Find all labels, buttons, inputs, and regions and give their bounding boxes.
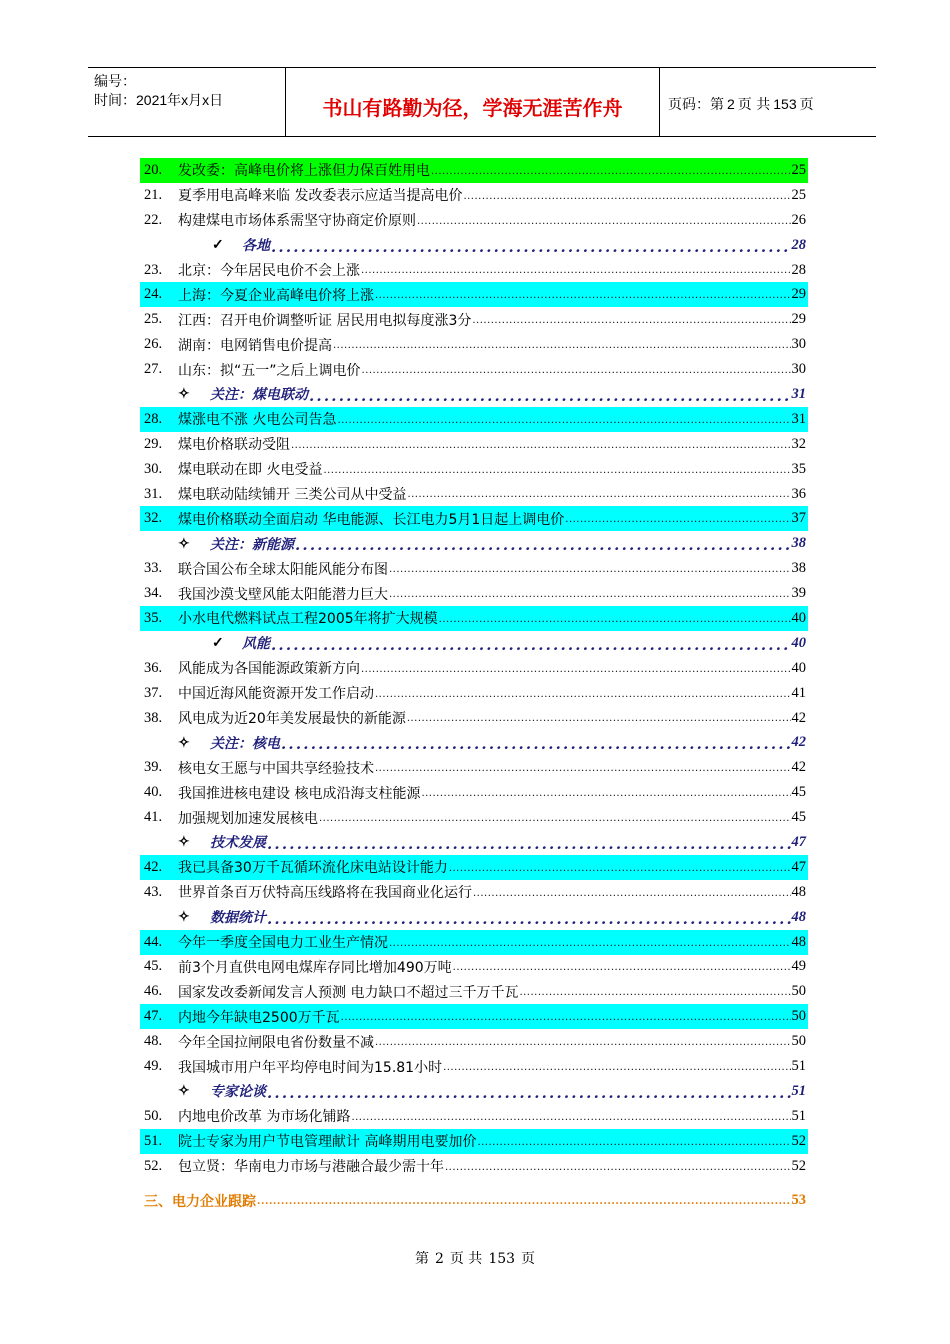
toc-entry-title: 构建煤电市场体系需坚守协商定价原则: [178, 213, 416, 230]
toc-entry-page: 29: [791, 311, 806, 328]
toc-entry-title: 前3个月直供电网电煤库存同比增加490万吨: [178, 959, 452, 976]
toc-section[interactable]: [140, 730, 808, 755]
header-motto: 书山有路勤为径，学海无涯苦作舟: [286, 68, 660, 136]
toc-section[interactable]: [140, 382, 808, 407]
toc-entry-page: 42: [791, 709, 806, 726]
checkmark-icon: ✓: [212, 635, 224, 652]
toc-entry[interactable]: [140, 955, 808, 980]
toc-section-title: 专家论谈: [210, 1084, 266, 1101]
toc-entry[interactable]: [140, 979, 808, 1004]
dot-leader: [389, 939, 791, 949]
toc-entry[interactable]: [140, 1129, 808, 1154]
toc-entry-title: 世界首条百万伏特高压线路将在我国商业化运行: [178, 885, 472, 902]
toc-section[interactable]: [140, 830, 808, 855]
dot-leader: [295, 538, 791, 552]
toc-entry-page: 42: [791, 759, 806, 776]
diamond-star-icon: ✧: [178, 386, 190, 403]
header-meta: [88, 68, 286, 136]
toc-entry-number: 46.: [144, 983, 163, 1000]
toc-section[interactable]: [140, 905, 808, 930]
toc-entry[interactable]: [140, 183, 808, 208]
dot-leader: [361, 266, 791, 276]
dot-leader: [271, 240, 791, 254]
dot-leader: [519, 988, 790, 998]
toc-entry-number: 30.: [144, 460, 163, 477]
toc-entry-number: 33.: [144, 560, 163, 577]
toc-entry-title: 风电成为近20年美发展最快的新能源: [178, 711, 406, 728]
toc-entry[interactable]: [140, 556, 808, 581]
toc-entry-number: 36.: [144, 659, 163, 676]
toc-entry-title: 国家发改委新闻发言人预测 电力缺口不超过三千万千瓦: [178, 984, 519, 1001]
dot-leader: [417, 217, 791, 227]
toc-entry-page: 51: [791, 1058, 806, 1074]
toc-entry[interactable]: [140, 1004, 808, 1029]
toc-entry-number: 26.: [144, 336, 163, 353]
toc-entry-title: 联合国公布全球太阳能风能分布图: [178, 561, 388, 578]
dot-leader: [323, 466, 790, 476]
toc-entry-page: 47: [791, 858, 806, 875]
toc-entry-page: 30: [791, 336, 806, 353]
toc-entry-number: 23.: [144, 261, 163, 278]
dot-leader: [439, 615, 791, 625]
toc-section[interactable]: [140, 233, 808, 258]
toc-entry-title: 今年全国拉闸限电省份数量不减: [178, 1034, 374, 1051]
toc-entry[interactable]: [140, 506, 808, 531]
footer-page-number: 2: [434, 1251, 444, 1267]
toc-entry-number: 40.: [144, 784, 163, 801]
toc-section[interactable]: [140, 631, 808, 656]
toc-section[interactable]: [140, 531, 808, 556]
toc-section-title: 关注：核电: [210, 735, 280, 752]
dot-leader: [407, 714, 791, 724]
toc-chapter-page: 53: [791, 1192, 806, 1209]
toc-entry-number: 20.: [144, 161, 163, 178]
dot-leader: [267, 837, 791, 851]
toc-entry-title: 小水电代燃料试点工程2005年将扩大规模: [178, 611, 438, 628]
toc-entry-title: 发改委：高峰电价将上涨但力保百姓用电: [178, 163, 430, 180]
toc-entry[interactable]: [140, 158, 808, 183]
toc-entry-title: 北京：今年居民电价不会上涨: [178, 263, 360, 279]
toc-entry[interactable]: [140, 1029, 808, 1054]
toc-entry-page: 28: [791, 261, 806, 278]
dot-leader: [445, 1163, 791, 1173]
toc-entry-title: 我已具备30万千瓦循环流化床电站设计能力: [178, 860, 448, 877]
toc-entry-title: 院士专家为用户节电管理献计 高峰期用电要加价: [178, 1134, 477, 1151]
toc-entry[interactable]: [140, 606, 808, 631]
toc-entry-number: 38.: [144, 709, 163, 726]
footer-suffix: 页: [521, 1251, 536, 1267]
toc-entry-title: 煤电联动在即 火电受益: [178, 462, 323, 479]
toc-entry-title: 内地今年缺电2500万千瓦: [178, 1009, 340, 1026]
diamond-star-icon: ✧: [178, 1083, 190, 1100]
toc-entry-title: 湖南：电网销售电价提高: [178, 337, 332, 354]
toc-entry-number: 28.: [144, 410, 163, 427]
toc-entry[interactable]: [140, 332, 808, 357]
toc-entry-page: 51: [791, 1107, 806, 1124]
footer-prefix: 第: [414, 1251, 429, 1267]
dot-leader: [291, 441, 791, 451]
toc-entry-number: 21.: [144, 186, 163, 203]
dot-leader: [477, 1138, 790, 1148]
toc-entry-number: 41.: [144, 809, 163, 826]
toc-chapter-title: 三、电力企业跟踪: [144, 1193, 256, 1210]
dot-leader: [281, 737, 791, 751]
toc-entry-number: 24.: [144, 286, 163, 303]
toc-entry-page: 48: [791, 933, 806, 950]
toc-section-title: 关注：新能源: [210, 536, 294, 553]
toc-entry-page: 52: [791, 1132, 806, 1149]
toc-entry-title: 夏季用电高峰来临 发改委表示应适当提高电价: [178, 188, 463, 205]
id-label: 编号：: [94, 73, 136, 89]
toc-entry-title: 煤涨电不涨 火电公司告急: [178, 412, 337, 429]
toc-entry-page: 50: [791, 1033, 806, 1050]
toc-entry-title: 我国推进核电建设 核电成沿海支柱能源: [178, 785, 421, 802]
toc-entry[interactable]: [140, 258, 808, 283]
toc-entry[interactable]: [140, 780, 808, 805]
diamond-star-icon: ✧: [178, 834, 190, 851]
toc-entry-page: 39: [791, 585, 806, 602]
toc-entry-page: 26: [791, 211, 806, 228]
footer-total: 153: [488, 1251, 516, 1267]
toc-entry-title: 煤电联动陆续铺开 三类公司从中受益: [178, 487, 407, 504]
toc-entry[interactable]: [140, 581, 808, 606]
toc-entry-number: 48.: [144, 1033, 163, 1050]
toc-entry-title: 我国沙漠戈壁风能太阳能潜力巨大: [178, 586, 388, 603]
dot-leader: [267, 1086, 791, 1100]
toc-entry-title: 风能成为各国能源政策新方向: [178, 661, 360, 678]
toc-section-page: 42: [791, 734, 806, 751]
dot-leader: [362, 366, 791, 376]
toc-entry-number: 37.: [144, 684, 163, 701]
toc-entry[interactable]: [140, 357, 808, 382]
page-suffix: 页: [799, 97, 814, 113]
toc-entry-number: 22.: [144, 211, 163, 228]
toc-entry[interactable]: [140, 432, 808, 457]
toc-entry-number: 35.: [144, 609, 163, 626]
toc-entry-page: 37: [791, 510, 806, 527]
dot-leader: [389, 565, 791, 575]
toc-entry-title: 加强规划加速发展核电: [178, 810, 318, 827]
toc-entry-title: 煤电价格联动全面启动 华电能源、长江电力5月1日起上调电价: [178, 511, 565, 528]
toc-entry-page: 25: [791, 161, 806, 178]
dot-leader: [267, 912, 791, 926]
dot-leader: [473, 889, 791, 899]
toc-entry-page: 38: [791, 560, 806, 577]
checkmark-icon: ✓: [212, 237, 224, 254]
dot-leader: [407, 490, 790, 500]
toc-entry-page: 35: [791, 460, 806, 477]
diamond-star-icon: ✧: [178, 535, 190, 552]
toc-section-page: 38: [791, 535, 806, 552]
toc-entry-number: 31.: [144, 485, 163, 502]
time-label: 时间：2021年x月x日: [94, 92, 224, 108]
toc-chapter[interactable]: [140, 1189, 808, 1214]
toc-section-page: 48: [791, 908, 806, 925]
toc-entry[interactable]: [140, 208, 808, 233]
toc-entry[interactable]: [140, 855, 808, 880]
dot-leader: [463, 192, 790, 202]
toc-entry-title: 核电女王愿与中国共享经验技术: [178, 760, 374, 777]
toc-entry-title: 内地电价改革 为市场化铺路: [178, 1109, 351, 1126]
toc-entry-title: 我国城市用户年平均停电时间为15.81小时: [178, 1059, 443, 1076]
dot-leader: [453, 963, 791, 973]
dot-leader: [375, 764, 791, 774]
toc-entry-number: 42.: [144, 858, 163, 875]
dot-leader: [565, 515, 790, 525]
toc-entry[interactable]: [140, 407, 808, 432]
toc-entry-page: 50: [791, 983, 806, 1000]
toc-entry-page: 32: [791, 435, 806, 452]
page-total: 153: [773, 96, 797, 112]
toc-section-page: 31: [791, 385, 806, 402]
toc-entry-number: 25.: [144, 311, 163, 328]
dot-leader: [472, 316, 790, 326]
toc-entry-number: 34.: [144, 585, 163, 602]
toc-section-title: 技术发展: [210, 835, 266, 852]
table-of-contents: [140, 158, 808, 1213]
toc-entry-page: 30: [791, 361, 806, 378]
toc-entry-number: 50.: [144, 1107, 163, 1124]
toc-entry-page: 40: [791, 659, 806, 676]
toc-entry-number: 47.: [144, 1008, 163, 1025]
dot-leader: [319, 814, 791, 824]
toc-entry-page: 31: [791, 410, 806, 427]
toc-section-title: 风能: [242, 636, 270, 653]
dot-leader: [375, 291, 791, 301]
toc-entry[interactable]: [140, 681, 808, 706]
toc-entry[interactable]: [140, 1054, 808, 1079]
dot-leader: [421, 789, 790, 799]
toc-entry[interactable]: [140, 706, 808, 731]
dot-leader: [351, 1113, 790, 1123]
dot-leader: [333, 341, 791, 351]
dot-leader: [443, 1063, 790, 1073]
toc-entry-page: 49: [791, 958, 806, 975]
toc-entry[interactable]: [140, 755, 808, 780]
footer-mid: 页 共: [449, 1251, 483, 1267]
toc-entry[interactable]: [140, 805, 808, 830]
toc-entry-number: 27.: [144, 361, 163, 378]
page-number: 2: [727, 96, 735, 112]
toc-section-page: 47: [791, 833, 806, 850]
dot-leader: [337, 416, 790, 426]
dot-leader: [375, 690, 791, 700]
toc-entry-title: 上海：今夏企业高峰电价将上涨: [178, 287, 374, 304]
toc-section-page: 28: [791, 236, 806, 253]
toc-section-title: 各地: [242, 238, 270, 255]
toc-entry-number: 52.: [144, 1157, 163, 1174]
toc-entry-page: 36: [791, 485, 806, 502]
toc-entry-page: 48: [791, 883, 806, 900]
toc-entry[interactable]: [140, 307, 808, 332]
toc-section-page: 51: [791, 1082, 806, 1099]
toc-entry-number: 43.: [144, 883, 163, 900]
toc-entry-title: 山东：拟“五一”之后上调电价: [178, 362, 361, 379]
toc-entry-number: 44.: [144, 933, 163, 950]
toc-entry-number: 49.: [144, 1058, 163, 1074]
toc-section-page: 40: [791, 634, 806, 651]
toc-entry[interactable]: [140, 656, 808, 681]
toc-entry[interactable]: [140, 282, 808, 307]
page-footer: [0, 1248, 950, 1268]
diamond-star-icon: ✧: [178, 909, 190, 926]
toc-entry[interactable]: [140, 1104, 808, 1129]
toc-entry[interactable]: [140, 1154, 808, 1179]
toc-entry[interactable]: [140, 482, 808, 507]
toc-entry-page: 29: [791, 286, 806, 303]
dot-leader: [431, 167, 791, 177]
toc-section-title: 关注：煤电联动: [210, 387, 308, 404]
toc-entry-number: 39.: [144, 759, 163, 776]
toc-section-title: 数据统计: [210, 910, 266, 927]
diamond-star-icon: ✧: [178, 734, 190, 751]
dot-leader: [449, 864, 791, 874]
toc-entry-title: 今年一季度全国电力工业生产情况: [178, 935, 388, 952]
toc-entry[interactable]: [140, 457, 808, 482]
toc-entry-title: 煤电价格联动受阻: [178, 437, 290, 454]
toc-entry[interactable]: [140, 930, 808, 955]
toc-entry-number: 29.: [144, 435, 163, 452]
toc-entry-page: 45: [791, 784, 806, 801]
dot-leader: [341, 1013, 791, 1023]
toc-section[interactable]: [140, 1079, 808, 1104]
toc-entry-page: 52: [791, 1157, 806, 1174]
toc-entry-number: 32.: [144, 510, 163, 527]
header-page-info: [660, 68, 876, 136]
toc-entry[interactable]: [140, 880, 808, 905]
toc-entry-page: 40: [791, 609, 806, 626]
toc-entry-number: 51.: [144, 1132, 163, 1149]
dot-leader: [375, 1038, 791, 1048]
toc-entry-page: 50: [791, 1008, 806, 1025]
dot-leader: [309, 389, 791, 403]
dot-leader: [389, 590, 791, 600]
toc-entry-title: 江西：召开电价调整听证 居民用电拟每度涨3分: [178, 312, 472, 329]
header-table: [88, 67, 876, 137]
toc-entry-title: 包立贤：华南电力市场与港融合最少需十年: [178, 1159, 444, 1176]
dot-leader: [257, 1197, 791, 1207]
page-mid: 页 共: [737, 97, 771, 113]
toc-entry-number: 45.: [144, 958, 163, 975]
toc-entry-page: 25: [791, 186, 806, 203]
toc-entry-title: 中国近海风能资源开发工作启动: [178, 686, 374, 703]
toc-entry-page: 45: [791, 809, 806, 826]
dot-leader: [361, 665, 791, 675]
dot-leader: [271, 638, 791, 652]
toc-entry-page: 41: [791, 684, 806, 701]
page-prefix: 页码：第: [668, 97, 724, 113]
